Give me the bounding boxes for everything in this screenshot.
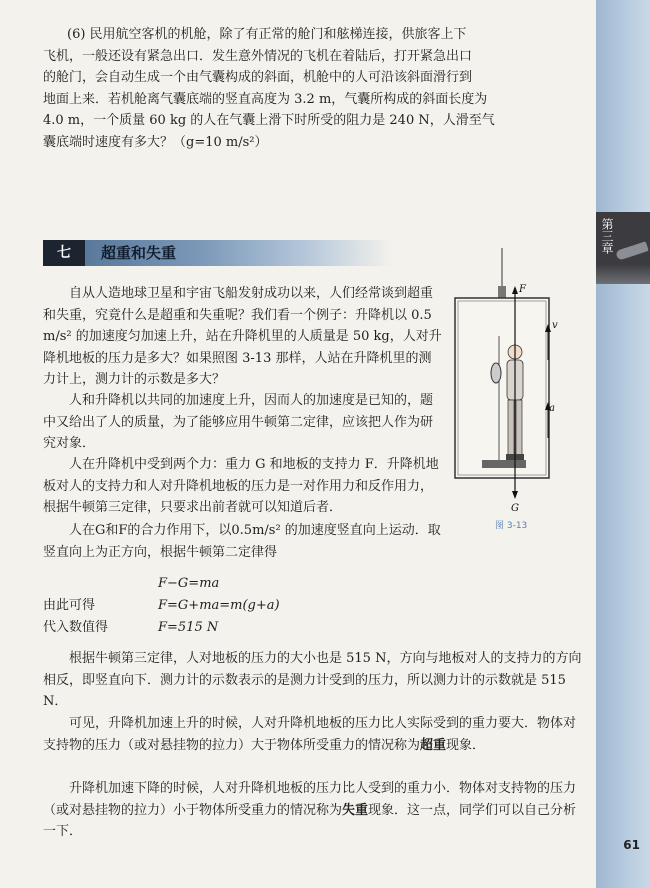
section-title: 超重和失重 bbox=[101, 244, 177, 262]
elevator-figure bbox=[452, 248, 558, 514]
paragraph-overweight: 可见，升降机加速上升的时候，人对升降机地板的压力比人实际受到的重力要大．物体对支持物的压力（或对悬挂物的拉力）大于物体所受重力的情况称为超重现象． bbox=[43, 716, 577, 753]
paragraph-newton-second: 人在G和F的合力作用下，以0.5m/s² 的加速度竖直向上运动．取竖直向上为正方向，根据牛顿第二定律得 bbox=[43, 523, 441, 560]
chapter-tab-label: 第三章 bbox=[600, 218, 614, 254]
figure-caption: 图 3-13 bbox=[495, 521, 528, 531]
floor-scale bbox=[482, 460, 526, 468]
equation-formula: F−G=ma bbox=[158, 576, 220, 591]
force-g-label: G bbox=[511, 503, 519, 514]
exercise-line: 囊底端时速度有多大？（g=10 m/s²） bbox=[43, 134, 268, 150]
equation-line bbox=[43, 574, 443, 594]
exercise-line: 4.0 m，一个质量 60 kg 的人在气囊上滑下时所受的阻力是 240 N，人滑至气 bbox=[43, 113, 495, 128]
acceleration-label: a bbox=[549, 403, 555, 414]
paragraph-weightless: 升降机加速下降的时候，人对升降机地板的压力比人受到的重力小．物体对支持物的压力（或对悬挂物的拉力）小于物体所受重力的情况称为失重现象．这一点，同学们可以自己分析一下． bbox=[43, 781, 577, 839]
paragraph-intro: 自从人造地球卫星和宇宙飞船发射成功以来，人们经常谈到超重和失重，究竟什么是超重和失重呢？我们看一个例子：升降机以 0.5 m/s² 的加速度匀加速上升，站在升降机里的人质量是 50 kg，人对升降机地板的压力是多大？如果照图 3-13 那样，人站在升降机里的测力计上，测力计的示数是多大？ bbox=[43, 286, 442, 387]
term-weightless: 失重 bbox=[342, 802, 369, 818]
exercise-block bbox=[43, 24, 588, 153]
section-number: 七 bbox=[43, 240, 85, 266]
airplane-icon bbox=[615, 241, 649, 260]
chapter-tab bbox=[596, 212, 650, 284]
paragraph-analysis: 人和升降机以共同的加速度上升，因而人的加速度是已知的，题中又给出了人的质量，为了能够应用牛顿第二定律，应该把人作为研究对象． bbox=[43, 393, 434, 451]
velocity-label: v bbox=[552, 320, 558, 331]
equation-formula: F=515 N bbox=[158, 620, 219, 635]
elevator-cabin bbox=[455, 298, 549, 478]
equation-line bbox=[43, 618, 443, 638]
chapter-strip bbox=[596, 0, 650, 888]
exercise-line: 的舱门，会自动生成一个由气囊构成的斜面，机舱中的人可沿该斜面滑行到 bbox=[43, 70, 473, 85]
force-f-label: F bbox=[519, 284, 526, 295]
exercise-line: 飞机，一般还设有紧急出口．发生意外情况的飞机在着陆后，打开紧急出口 bbox=[43, 48, 473, 64]
paragraph-forces: 人在升降机中受到两个力：重力 G 和地板的支持力 F．升降机地板对人的支持力和人对升降机地板的压力是一对作用力和反作用力，根据牛顿第三定律，只要求出前者就可以知道后者． bbox=[43, 457, 439, 515]
equation-label: 代入数值得 bbox=[43, 620, 109, 635]
section-header bbox=[43, 240, 393, 266]
term-overweight: 超重 bbox=[420, 737, 447, 753]
exercise-line: 地面上来．若机舱离气囊底端的竖直高度为 3.2 m，气囊所构成的斜面长度为 bbox=[43, 91, 488, 107]
exercise-line: (6) 民用航空客机的机舱，除了有正常的舱门和舷梯连接，供旅客上下 bbox=[67, 27, 467, 42]
cable-hook bbox=[498, 286, 506, 298]
page-number: 61 bbox=[623, 838, 640, 852]
equation-formula: F=G+ma=m(g+a) bbox=[158, 598, 280, 613]
equation-line bbox=[43, 596, 443, 616]
paragraph-newton-third: 根据牛顿第三定律，人对地板的压力的大小也是 515 N，方向与地板对人的支持力的方向相反，即竖直向下．测力计的示数表示的是测力计受到的压力，所以测力计的示数就是 515 N． bbox=[43, 651, 582, 709]
equation-label: 由此可得 bbox=[43, 598, 96, 613]
scale-dial bbox=[491, 363, 501, 383]
